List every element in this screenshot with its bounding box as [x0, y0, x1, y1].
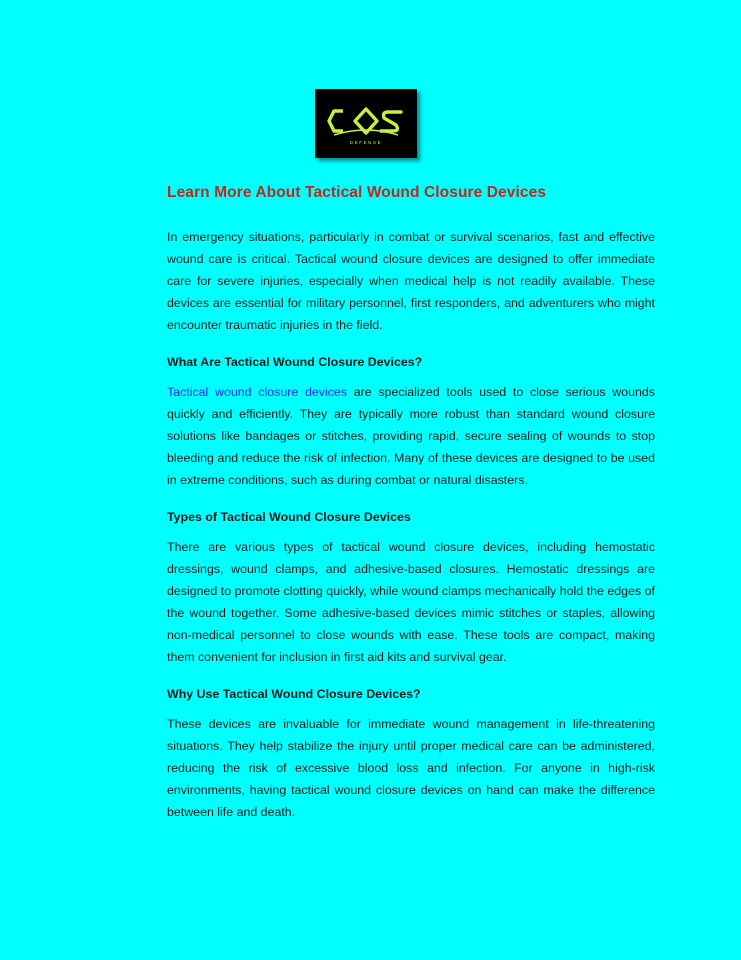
tactical-wound-closure-link[interactable]: Tactical wound closure devices — [167, 385, 347, 399]
brand-logo — [315, 89, 417, 158]
cos-logo-icon — [326, 101, 406, 147]
section-paragraph-why: These devices are invaluable for immediate wound management in life-threatening situations. They help stabilize the injury until proper medical care can be administered, reducing the risk of excessive blood loss and infection. For anyone in high-risk environments, having tactical wound closure devices on hand can make the difference between life and death. — [167, 717, 655, 819]
logo-subtext: DEFENSE — [349, 139, 383, 145]
intro-paragraph: In emergency situations, particularly in combat or survival scenarios, fast and effective wound care is critical. Tactical wound closure devices are designed to offer immediate care for severe injuries, especially when medical help is not readily available. These devices are essential for military personnel, first responders, and adventurers who might encounter traumatic injuries in the field. — [167, 230, 655, 332]
section-heading-why: Why Use Tactical Wound Closure Devices? — [167, 687, 421, 701]
section-paragraph-what — [167, 381, 655, 491]
section-heading-what: What Are Tactical Wound Closure Devices? — [167, 355, 423, 369]
section-heading-types: Types of Tactical Wound Closure Devices — [167, 510, 411, 524]
section-paragraph-what-body: are specialized tools used to close serious wounds quickly and efficiently. They are typically more robust than standard wound closure solutions like bandages or stitches, providing rapid, secure sealing of wounds to stop bleeding and reduce the risk of infection. Many of these devices are designed to be used in extreme conditions, such as during combat or natural disasters. — [167, 385, 655, 487]
article-title: Learn More About Tactical Wound Closure Devices — [167, 184, 547, 201]
section-paragraph-types: There are various types of tactical wound closure devices, including hemostatic dressings, wound clamps, and adhesive-based closures. Hemostatic dressings are designed to promote clotting quickly, while wound clamps mechanically hold the edges of the wound together. Some adhesive-based devices mimic stitches or staples, allowing non-medical personnel to close wounds with ease. These tools are compact, making them convenient for inclusion in first aid kits and survival gear. — [167, 540, 655, 664]
article — [167, 178, 655, 840]
